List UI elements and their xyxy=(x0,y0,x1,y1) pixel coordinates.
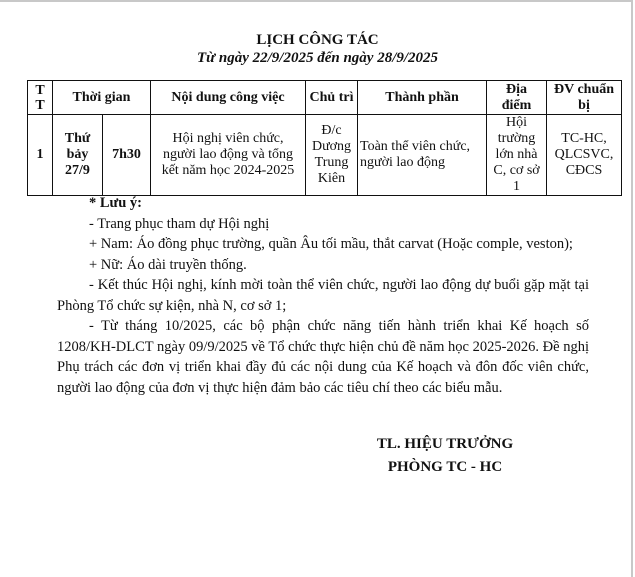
cell-time: 7h30 xyxy=(103,115,151,196)
header-tt: T T xyxy=(28,81,53,115)
note-item: + Nam: Áo đồng phục trường, quần Âu tối mầu, thắt carvat (Hoặc comple, veston); xyxy=(89,236,573,252)
header-chair: Chủ trì xyxy=(306,81,358,115)
header-time: Thời gian xyxy=(53,81,151,115)
schedule-table xyxy=(27,80,622,196)
signature-department: PHÒNG TC - HC xyxy=(387,459,503,475)
cell-chair: Đ/c Dương Trung Kiên xyxy=(306,115,358,196)
header-content: Nội dung công việc xyxy=(151,81,306,115)
note-item: - Kết thúc Hội nghị, kính mời toàn thể viên chức, người lao động dự buổi gặp mặt tại Phòng Tổ chức sự kiện, nhà N, cơ sở 1; xyxy=(57,277,589,314)
cell-location: Hội trường lớn nhà C, cơ sở 1 xyxy=(487,115,547,196)
note-item: - Trang phục tham dự Hội nghị xyxy=(89,215,270,232)
note-item: - Từ tháng 10/2025, các bộ phận chức năng tiến hành triển khai Kế hoạch số 1208/KH-DLCT ngày 09/9/2025 về Tổ chức thực hiện chủ đề năm học 2025-2026. Đề nghị Phụ trách các đơn vị triển khai đầy đủ các nội dung của Kế hoạch và đôn đốc viên chức, người lao động của đơn vị thực hiện đảm bảo các tiêu chí theo các biểu mẫu. xyxy=(57,318,589,396)
cell-participants: Toàn thể viên chức, người lao động xyxy=(358,115,487,196)
document-title: LỊCH CÔNG TÁC xyxy=(256,32,379,48)
cell-prep-unit: TC-HC, QLCSVC, CĐCS xyxy=(547,115,622,196)
signature-title: TL. HIỆU TRƯỞNG xyxy=(376,436,514,452)
notes-heading: * Lưu ý: xyxy=(89,195,143,211)
table-header-row xyxy=(28,81,622,115)
header-location: Địa điểm xyxy=(487,81,547,115)
cell-content: Hội nghị viên chức, người lao động và tổng kết năm học 2024-2025 xyxy=(151,115,306,196)
header-participants: Thành phần xyxy=(358,81,487,115)
cell-day: Thứ bảy 27/9 xyxy=(53,115,103,196)
document-date-range: Từ ngày 22/9/2025 đến ngày 28/9/2025 xyxy=(196,50,439,66)
cell-tt: 1 xyxy=(28,115,53,196)
header-prep-unit: ĐV chuẩn bị xyxy=(547,81,622,115)
note-item: + Nữ: Áo dài truyền thống. xyxy=(89,256,247,273)
notes-section xyxy=(57,193,589,398)
table-row xyxy=(28,115,622,196)
